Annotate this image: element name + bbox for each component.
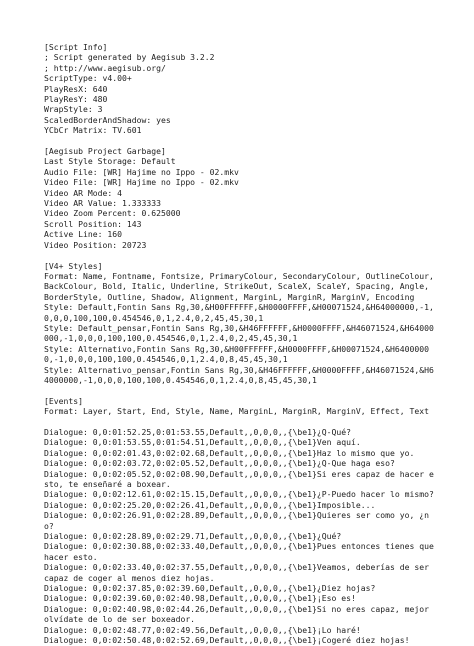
script-line: YCbCr Matrix: TV.601 bbox=[44, 125, 142, 136]
script-line: ScaledBorderAndShadow: yes bbox=[44, 114, 171, 125]
script-line: Audio File: [WR] Hajime no Ippo - 02.mkv bbox=[44, 166, 239, 177]
dialogue-line: Dialogue: 0,0:02:26.91,0:02:28.89,Default,,0,0,0,,{\be1}Quieres ser como yo, ¿no? bbox=[44, 510, 429, 531]
section-header: [Script Info] bbox=[44, 42, 108, 52]
dialogue-line: Dialogue: 0,0:02:25.20,0:02:26.41,Default,,0,0,0,,{\be1}Imposible... bbox=[44, 499, 376, 510]
dialogue-line: Dialogue: 0,0:01:53.55,0:01:54.51,Default,,0,0,0,,{\be1}Ven aquí. bbox=[44, 437, 361, 448]
script-line: Video AR Mode: 4 bbox=[44, 187, 122, 198]
section-header: [Events] bbox=[44, 395, 83, 406]
format-line: Format: Name, Fontname, Fontsize, PrimaryColour, SecondaryColour, OutlineColour, BackColour, Bold, Italic, Underline, StrikeOut, ScaleX, ScaleY, Spacing, Angle, BorderStyle, Outline, Shadow, Alignment, MarginL, MarginR, MarginV, Encoding bbox=[44, 270, 439, 302]
dialogue-line: Dialogue: 0,0:02:01.43,0:02:02.68,Default,,0,0,0,,{\be1}Haz lo mismo que yo. bbox=[44, 447, 415, 458]
blank-line bbox=[44, 417, 434, 427]
blank-line bbox=[44, 136, 434, 146]
section-header: [V4+ Styles] bbox=[44, 260, 103, 271]
blank-line bbox=[44, 385, 434, 395]
dialogue-line: Dialogue: 0,0:02:05.52,0:02:08.90,Default,,0,0,0,,{\be1}Si eres capaz de hacer esto, te enseñaré a boxear. bbox=[44, 468, 434, 489]
script-line: ScriptType: v4.00+ bbox=[44, 73, 132, 84]
script-line: Active Line: 160 bbox=[44, 229, 122, 240]
dialogue-line: Dialogue: 0,0:02:37.85,0:02:39.60,Default,,0,0,0,,{\be1}¿Diez hojas? bbox=[44, 583, 376, 594]
style-line: Style: Alternativo_pensar,Fontin Sans Rg,30,&H46FFFFFF,&H0000FFFF,&H46071524,&H64000000,-1,0,0,0,100,100,0.454546,0,1,2.4,0,8,45,45,30,1 bbox=[44, 364, 434, 385]
dialogue-line: Dialogue: 0,0:02:50.48,0:02:52.69,Default,,0,0,0,,{\be1}¡Cogeré diez hojas! bbox=[44, 635, 410, 646]
script-line: Video Position: 20723 bbox=[44, 239, 147, 250]
script-line: WrapStyle: 3 bbox=[44, 104, 103, 115]
script-line: PlayResX: 640 bbox=[44, 83, 108, 94]
style-line: Style: Default_pensar,Fontin Sans Rg,30,&H46FFFFFF,&H0000FFFF,&H46071524,&H64000000,-1,0,0,0,100,100,0.454546,0,1,2.4,0,2,45,45,30,1 bbox=[44, 322, 434, 344]
style-line: Style: Alternativo,Fontin Sans Rg,30,&H00FFFFFF,&H0000FFFF,&H00071524,&H64000000,-1,0,0,0,100,100,0.454546,0,1,2.4,0,8,45,45,30,1 bbox=[44, 343, 429, 365]
script-line: Scroll Position: 143 bbox=[44, 218, 142, 229]
dialogue-line: Dialogue: 0,0:02:40.98,0:02:44.26,Default,,0,0,0,,{\be1}Si no eres capaz, mejor olvídate de lo de ser boxeador. bbox=[44, 603, 434, 625]
dialogue-line: Dialogue: 0,0:02:39.60,0:02:40.98,Default,,0,0,0,,{\be1}¡Eso es! bbox=[44, 593, 356, 604]
section-header: [Aegisub Project Garbage] bbox=[44, 146, 166, 157]
dialogue-line: Dialogue: 0,0:02:48.77,0:02:49.56,Default,,0,0,0,,{\be1}¡Lo haré! bbox=[44, 624, 361, 635]
script-line: PlayResY: 480 bbox=[44, 94, 108, 105]
dialogue-line: Dialogue: 0,0:02:33.40,0:02:37.55,Default,,0,0,0,,{\be1}Veamos, deberías de ser capaz de coger al menos diez hojas. bbox=[44, 562, 434, 583]
dialogue-line: Dialogue: 0,0:01:52.25,0:01:53.55,Default,,0,0,0,,{\be1}¿Q-Qué? bbox=[44, 426, 351, 437]
script-line: ; http://www.aegisub.org/ bbox=[44, 62, 166, 73]
dialogue-line: Dialogue: 0,0:02:12.61,0:02:15.15,Default,,0,0,0,,{\be1}¿P-Puedo hacer lo mismo? bbox=[44, 489, 434, 500]
dialogue-line: Dialogue: 0,0:02:30.88,0:02:33.40,Default,,0,0,0,,{\be1}Pues entonces tienes que hacer esto. bbox=[44, 541, 439, 562]
dialogue-line: Dialogue: 0,0:02:03.72,0:02:05.52,Default,,0,0,0,,{\be1}¿Q-Que haga eso? bbox=[44, 458, 395, 469]
format-line: Format: Layer, Start, End, Style, Name, MarginL, MarginR, MarginV, Effect, Text bbox=[44, 406, 429, 417]
script-line: Video Zoom Percent: 0.625000 bbox=[44, 208, 181, 219]
style-line: Style: Default,Fontin Sans Rg,30,&H00FFFFFF,&H0000FFFF,&H00071524,&H64000000,-1,0,0,0,100,100,0.454546,0,1,2.4,0,2,45,45,30,1 bbox=[44, 302, 434, 323]
dialogue-line: Dialogue: 0,0:02:28.89,0:02:29.71,Default,,0,0,0,,{\be1}¿Qué? bbox=[44, 531, 342, 542]
script-line: Video File: [WR] Hajime no Ippo - 02.mkv bbox=[44, 177, 239, 188]
script-document bbox=[44, 42, 439, 646]
script-line: ; Script generated by Aegisub 3.2.2 bbox=[44, 52, 215, 63]
script-line: Video AR Value: 1.333333 bbox=[44, 198, 161, 209]
blank-line bbox=[44, 250, 434, 260]
script-line: Last Style Storage: Default bbox=[44, 156, 176, 167]
